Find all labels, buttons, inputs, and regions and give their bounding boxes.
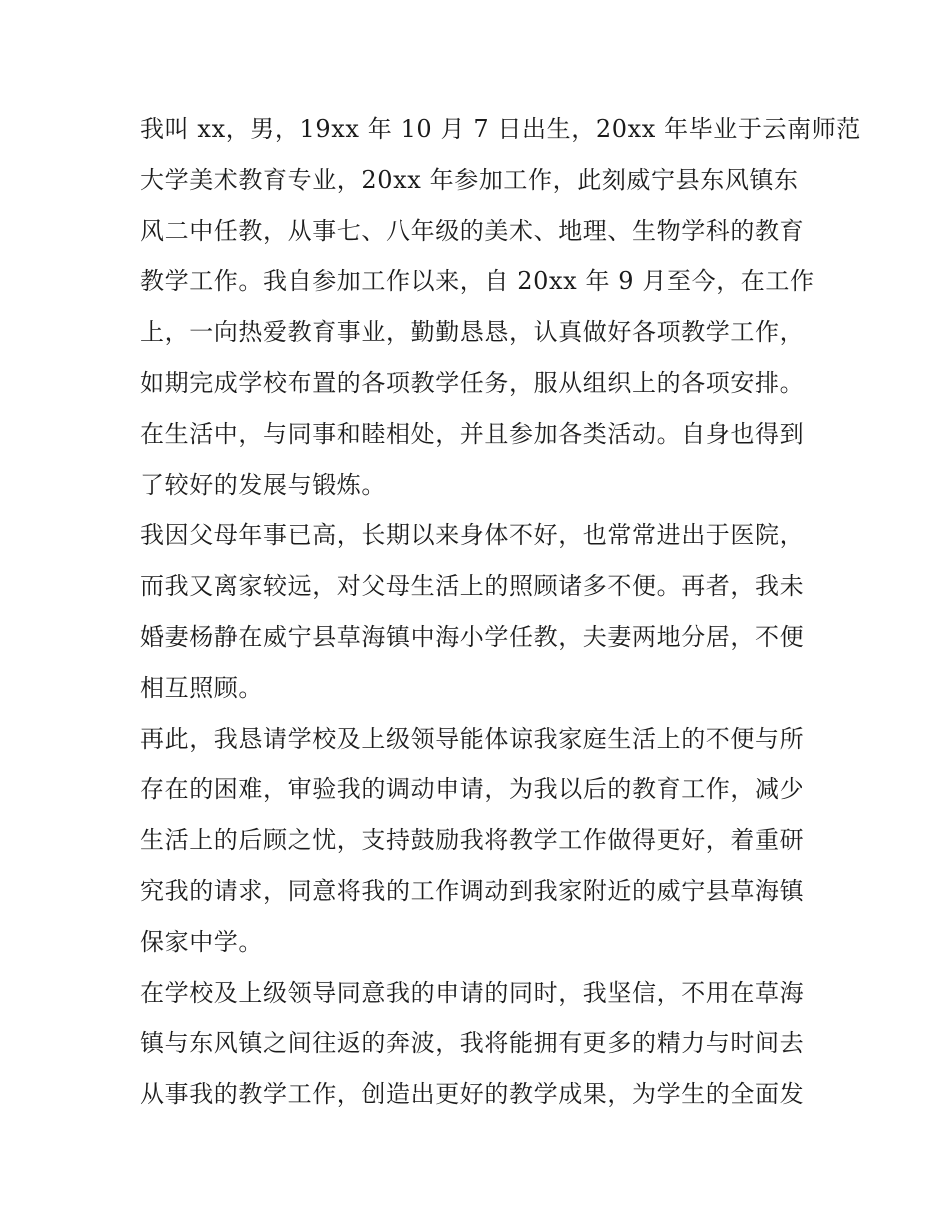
text-line: 在学校及上级领导同意我的申请的同时，我坚信，不用在草海: [140, 978, 805, 1007]
text-line: 教学工作。我自参加工作以来，自 20xx 年 9 月至今，在工作: [140, 267, 815, 296]
text-line: 我叫 xx，男，19xx 年 10 月 7 日出生，20xx 年毕业于云南师范: [140, 115, 861, 143]
text-line: 在生活中，与同事和睦相处，并且参加各类活动。自身也得到: [140, 419, 805, 448]
text-line: 存在的困难，审验我的调动申请，为我以后的教育工作，减少: [140, 775, 805, 804]
text-line: 婚妻杨静在威宁县草海镇中海小学任教，夫妻两地分居，不便: [140, 622, 805, 651]
text-line: 如期完成学校布置的各项教学任务，服从组织上的各项安排。: [140, 368, 805, 397]
text-line: 从事我的教学工作，创造出更好的教学成果，为学生的全面发: [140, 1080, 805, 1109]
text-line: 保家中学。: [140, 927, 263, 956]
text-line: 而我又离家较远，对父母生活上的照顾诸多不便。再者，我未: [140, 572, 805, 601]
text-line: 再此，我恳请学校及上级领导能体谅我家庭生活上的不便与所: [140, 724, 805, 753]
text-line: 相互照顾。: [140, 673, 263, 702]
text-line: 了较好的发展与锻炼。: [140, 470, 386, 499]
text-line: 大学美术教育专业，20xx 年参加工作，此刻威宁县东风镇东: [140, 165, 799, 194]
text-line: 镇与东风镇之间往返的奔波，我将能拥有更多的精力与时间去: [140, 1029, 805, 1058]
text-line: 生活上的后顾之忧，支持鼓励我将教学工作做得更好，着重研: [140, 826, 805, 855]
text-line: 究我的请求，同意将我的工作调动到我家附近的威宁县草海镇: [140, 876, 805, 905]
text-line: 上，一向热爱教育事业，勤勤恳恳，认真做好各项教学工作，: [140, 318, 805, 347]
text-line: 风二中任教，从事七、八年级的美术、地理、生物学科的教育: [140, 216, 805, 245]
document-body: [140, 104, 861, 1120]
text-line: 我因父母年事已高，长期以来身体不好，也常常进出于医院，: [140, 521, 805, 550]
